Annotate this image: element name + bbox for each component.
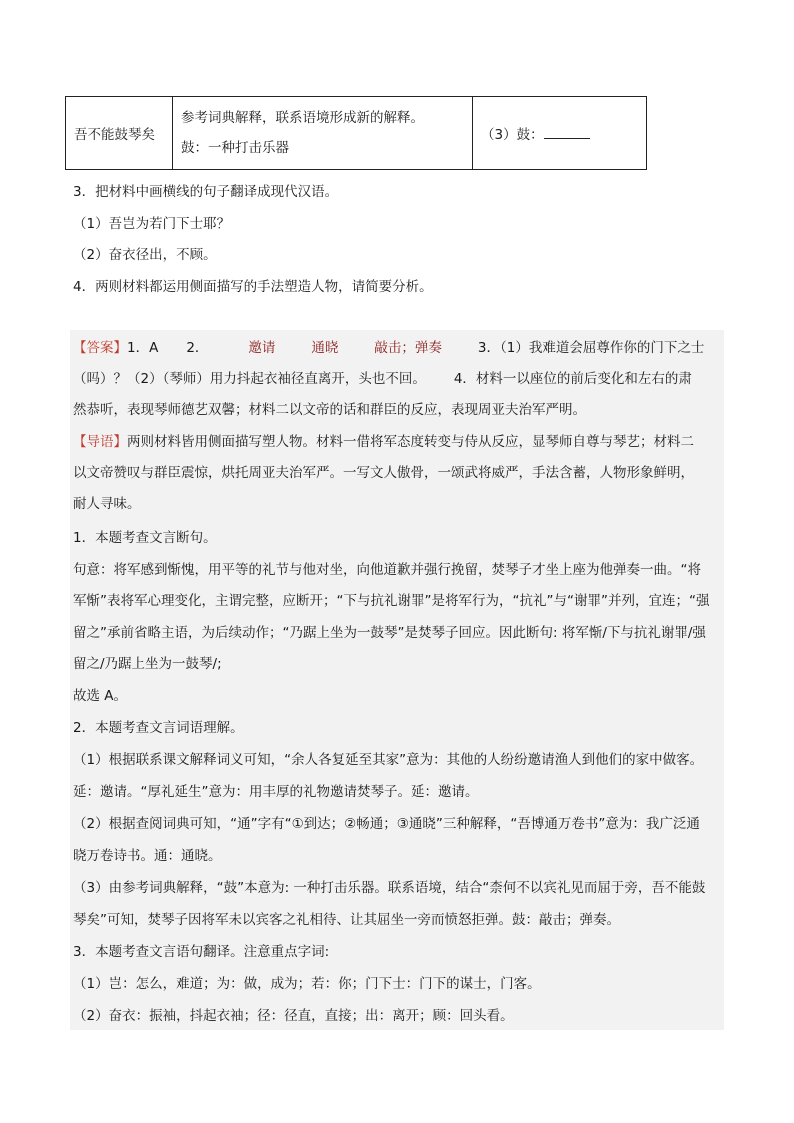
answer-label: （3）鼓： (481, 127, 544, 143)
analysis-line: （3）由参考词典解释，“鼓”本意为: 一种打击乐器。联系语境，结合“柰何不以宾礼见而屈于旁，吾不能鼓 (73, 880, 706, 896)
analysis-line: 句意：将军感到惭愧，用平等的礼节与他对坐，向他道歉并强行挽留，焚琴子才坐上座为他弹奏一曲。“将 (73, 562, 701, 578)
answer-2-3: 敲击；弹奏 (374, 340, 442, 356)
analysis-line: （1）根据联系课文解释词义可知，“余人各复延至其家”意为：其他的人纷纷邀请渔人到他们的家中做客。 (73, 752, 704, 768)
guide-line-2: 以文帝赞叹与群臣震惊，烘托周亚夫治军严。一写文人傲骨，一颂武将威严，手法含蓄，人物形象鲜明， (73, 465, 694, 481)
question-4: 4．两则材料都运用侧面描写的手法塑造人物，请简要分析。 (73, 279, 433, 295)
analysis-line: 延：邀请。“厚礼延生”意为：用丰厚的礼物邀请焚琴子。延：邀请。 (73, 784, 479, 800)
answer-2-2: 通晓 (311, 340, 339, 356)
guide-line-1 (73, 432, 694, 452)
answer-line-1 (73, 338, 704, 358)
analysis-line: 2．本题考查文言词语理解。 (73, 720, 244, 736)
analysis-line: （2）奋衣：振袖，抖起衣袖；径：径直，直接；出：离开；顾：回头看。 (73, 1008, 514, 1024)
answer-3: 3．（1）我难道会屈尊作你的门下之士 (477, 340, 705, 356)
definition-line: 鼓：一种打击乐器 (181, 140, 289, 156)
answer-2-1: 邀请 (248, 340, 276, 356)
table-cell-answer (473, 97, 647, 170)
answer-1: 1．A (127, 340, 159, 356)
analysis-line: （1）岂：怎么，难道；为：做，成为；若：你；门下士：门下的谋士，门客。 (73, 976, 541, 992)
analysis-line: 故选 A。 (73, 688, 128, 704)
analysis-line: （2）根据查阅词典可知，“通”字有“①到达；②畅通；③通晓”三种解释，“吾博通万卷书”意为：我广泛通 (73, 816, 700, 832)
answer-2: 2． (186, 340, 209, 356)
answer-line-2 (73, 369, 692, 389)
analysis-line: 1．本题考查文言断句。 (73, 530, 217, 546)
analysis-line: 留之/乃踞上坐为一鼓琴/; (73, 656, 222, 672)
guide-text-1: 两则材料皆用侧面描写塑人物。材料一借将军态度转变与侍从反应，显琴师自尊与琴艺；材料二 (127, 434, 694, 450)
answer-line-2b: 4．材料一以座位的前后变化和左右的肃 (453, 371, 692, 387)
question-3-2: （2）奋衣径出，不顾。 (73, 247, 217, 263)
analysis-line: 留之”承前省略主语，为后续动作；“乃踞上坐为一鼓琴”是焚琴子回应。因此断句: 将军惭/下与抗礼谢罪/强 (73, 625, 706, 641)
answer-tag: 【答案】 (73, 340, 127, 356)
vocab-table (65, 96, 647, 170)
guide-line-3: 耐人寻味。 (73, 496, 141, 512)
analysis-line: 3．本题考查文言语句翻译。注意重点字词: (73, 944, 330, 960)
analysis-line: 琴矣”可知，焚琴子因将军未以宾客之礼相待、让其屈坐一旁而愤怒拒弹。鼓：敲击；弹奏。 (73, 912, 620, 928)
answer-line-3: 然恭听，表现琴师德艺双馨；材料二以文帝的话和群臣的反应，表现周亚夫治军严明。 (73, 402, 586, 418)
analysis-line: 军惭”表将军心理变化，主谓完整，应断开；“下与抗礼谢罪”是将军行为，“抗礼”与“谢罪”并列，宜连；“强 (73, 593, 710, 609)
question-3-1: （1）吾岂为若门下士耶？ (73, 216, 231, 232)
method-line: 参考词典解释，联系语境形成新的解释。 (181, 110, 424, 126)
analysis-line: 晓万卷诗书。通：通晓。 (73, 848, 222, 864)
answer-blank (544, 125, 590, 139)
guide-tag: 【导语】 (73, 434, 127, 450)
question-3: 3．把材料中画横线的句子翻译成现代汉语。 (73, 184, 339, 200)
table-cell-method (173, 97, 473, 170)
answer-line-2a: （吗）？（2）（琴师）用力抖起衣袖径直离开，头也不回。 (73, 371, 426, 387)
table-cell-sentence: 吾不能鼓琴矣 (66, 97, 173, 170)
